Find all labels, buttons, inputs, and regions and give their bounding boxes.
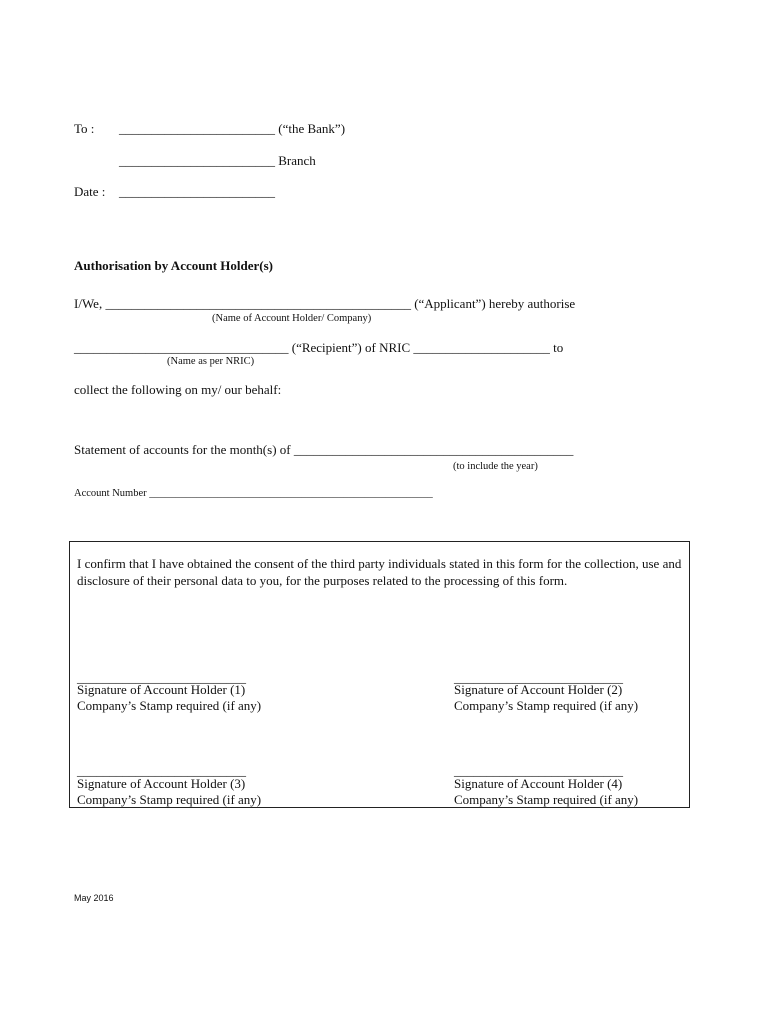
statement-months-field[interactable]: Statement of accounts for the month(s) of ___________________________________________ [74, 442, 574, 457]
recipient-hint: (Name as per NRIC) [167, 356, 255, 367]
signature-title-1: Signature of Account Holder (1) [77, 682, 246, 697]
stamp-note-1: Company’s Stamp required (if any) [77, 698, 262, 713]
applicant-hint: (Name of Account Holder/ Company) [212, 313, 372, 324]
signature-line-1[interactable]: __________________________ [77, 670, 246, 685]
branch-field[interactable]: ________________________ Branch [119, 153, 316, 168]
account-number-field[interactable]: Account Number ______________________________________________________ [74, 488, 433, 499]
date-label: Date : [74, 184, 106, 199]
date-field[interactable]: ________________________ [119, 184, 275, 199]
stamp-note-2: Company’s Stamp required (if any) [454, 698, 639, 713]
signature-title-2: Signature of Account Holder (2) [454, 682, 623, 697]
bank-name-field[interactable]: ________________________ (“the Bank”) [119, 121, 346, 136]
footer-date: May 2016 [74, 893, 114, 903]
stamp-note-3: Company’s Stamp required (if any) [77, 792, 262, 807]
collect-text: collect the following on my/ our behalf: [74, 382, 282, 397]
signature-line-4[interactable]: __________________________ [454, 763, 623, 778]
signature-line-3[interactable]: __________________________ [77, 763, 246, 778]
signature-title-4: Signature of Account Holder (4) [454, 776, 623, 791]
signature-line-2[interactable]: __________________________ [454, 670, 623, 685]
recipient-field[interactable]: _________________________________ (“Recipient”) of NRIC _____________________ to [74, 340, 564, 355]
signature-title-3: Signature of Account Holder (3) [77, 776, 246, 791]
applicant-field[interactable]: I/We, _______________________________________________ (“Applicant”) hereby authorise [74, 296, 576, 311]
statement-hint: (to include the year) [453, 461, 538, 472]
to-label: To : [74, 121, 95, 136]
consent-text: I confirm that I have obtained the consent of the third party individuals stated in this form for the collection, use and disclosure of their personal data to you, for the purposes related to the processing of this form. [77, 556, 682, 588]
stamp-note-4: Company’s Stamp required (if any) [454, 792, 639, 807]
section-title: Authorisation by Account Holder(s) [74, 258, 273, 273]
